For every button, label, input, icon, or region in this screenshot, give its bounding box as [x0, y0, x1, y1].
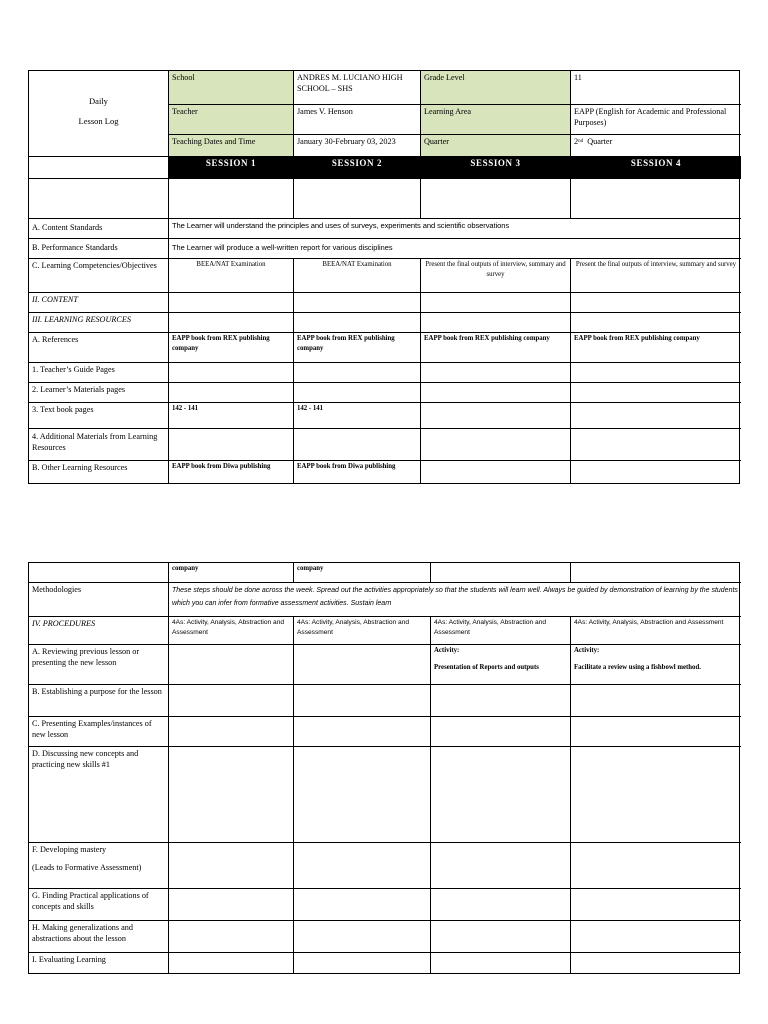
learning-area-label: Learning Area [421, 105, 571, 135]
textbook-pages-s1: 142 - 141 [169, 403, 294, 429]
references-s2: EAPP book from REX publishing company [294, 333, 421, 363]
session-3-header: SESSION 3 [421, 157, 571, 179]
examples-s1 [169, 717, 294, 747]
generalizations-s3 [431, 921, 571, 953]
lm-s3 [421, 383, 571, 403]
purpose-s3 [431, 685, 571, 717]
session-4-header: SESSION 4 [571, 157, 741, 179]
competencies-s2: BEEA/NAT Examination [294, 259, 421, 293]
quarter-suffix: nd [578, 139, 584, 144]
performance-standards-value: The Learner will produce a well-written report for various disciplines [169, 239, 741, 259]
teacher-label: Teacher [169, 105, 294, 135]
lesson-log-table-page2 [28, 562, 740, 974]
quarter-value [571, 135, 741, 157]
discussing-s4 [571, 747, 741, 843]
reviewing-s3-body: Presentation of Reports and outputs [434, 663, 539, 671]
lesson-log-title-cell [29, 71, 169, 157]
evaluating-s4 [571, 953, 741, 973]
blank-row-s2 [294, 179, 421, 219]
applications-s4 [571, 889, 741, 921]
teachers-guide-label: 1. Teacher’s Guide Pages [29, 363, 169, 383]
lm-s2 [294, 383, 421, 403]
applications-s1 [169, 889, 294, 921]
content-label: II. CONTENT [29, 293, 169, 313]
lesson-log-table-page1 [28, 70, 740, 484]
reviewing-s3-title: Activity: [434, 647, 460, 654]
content-s2 [294, 293, 421, 313]
cont-s1: company [169, 563, 294, 583]
school-label: School [169, 71, 294, 105]
purpose-s2 [294, 685, 431, 717]
resources-s4 [571, 313, 741, 333]
content-s4 [571, 293, 741, 313]
performance-standards-label: B. Performance Standards [29, 239, 169, 259]
learning-area-value: EAPP (English for Academic and Professional Purposes) [571, 105, 741, 135]
lm-s1 [169, 383, 294, 403]
discussing-s1 [169, 747, 294, 843]
examples-label: C. Presenting Examples/instances of new lesson [29, 717, 169, 747]
resources-s3 [421, 313, 571, 333]
learning-resources-label: III. LEARNING RESOURCES [29, 313, 169, 333]
dates-label: Teaching Dates and Time [169, 135, 294, 157]
reviewing-label: A. Reviewing previous lesson or presenting the new lesson [29, 645, 169, 685]
applications-label: G. Finding Practical applications of concepts and skills [29, 889, 169, 921]
title-line-1: Daily [89, 96, 108, 106]
references-label: A. References [29, 333, 169, 363]
other-s4 [571, 461, 741, 483]
mastery-label-line2: (Leads to Formative Assessment) [32, 863, 142, 872]
cont-label [29, 563, 169, 583]
competencies-label: C. Learning Competencies/Objectives [29, 259, 169, 293]
tb-s3 [421, 403, 571, 429]
reviewing-s1 [169, 645, 294, 685]
session-1-header: SESSION 1 [169, 157, 294, 179]
procedures-label: IV. PROCEDURES [29, 617, 169, 645]
content-standards-label: A. Content Standards [29, 219, 169, 239]
competencies-s3: Present the final outputs of interview, summary and survey [421, 259, 571, 293]
generalizations-s1 [169, 921, 294, 953]
mastery-label-line1: F. Developing mastery [32, 845, 107, 854]
reviewing-s4-title: Activity: [574, 647, 600, 654]
references-s1: EAPP book from REX publishing company [169, 333, 294, 363]
procedures-s1: 4As: Activity, Analysis, Abstraction and Assessment [169, 617, 294, 645]
competencies-s4: Present the final outputs of interview, summary and survey [571, 259, 741, 293]
purpose-s1 [169, 685, 294, 717]
discussing-s3 [431, 747, 571, 843]
mastery-s4 [571, 843, 741, 889]
blank-row-s1 [169, 179, 294, 219]
methodologies-value: These steps should be done across the week. Spread out the activities appropriately so that the students will learn well. Always be guided by demonstration of learning by the students which you can infer from formative assessment activities. Sustain learn [169, 583, 741, 617]
add-s1 [169, 429, 294, 461]
blank-row-label [29, 179, 169, 219]
blank-row-s3 [421, 179, 571, 219]
competencies-s1: BEEA/NAT Examination [169, 259, 294, 293]
references-s3: EAPP book from REX publishing company [421, 333, 571, 363]
mastery-label [29, 843, 169, 889]
procedures-s2: 4As: Activity, Analysis, Abstraction and Assessment [294, 617, 431, 645]
mastery-s2 [294, 843, 431, 889]
applications-s2 [294, 889, 431, 921]
learners-materials-label: 2. Learner’s Materials pages [29, 383, 169, 403]
additional-materials-label: 4. Additional Materials from Learning Resources [29, 429, 169, 461]
content-s1 [169, 293, 294, 313]
evaluating-s1 [169, 953, 294, 973]
teacher-value: James V. Henson [294, 105, 421, 135]
add-s2 [294, 429, 421, 461]
tg-s3 [421, 363, 571, 383]
tg-s4 [571, 363, 741, 383]
reviewing-s3 [431, 645, 571, 685]
examples-s3 [431, 717, 571, 747]
evaluating-label: I. Evaluating Learning [29, 953, 169, 973]
methodologies-label: Methodologies [29, 583, 169, 617]
cont-s2: company [294, 563, 431, 583]
discussing-label: D. Discussing new concepts and practicing new skills #1 [29, 747, 169, 843]
procedures-s4: 4As: Activity, Analysis, Abstraction and Assessment [571, 617, 741, 645]
cont-s4 [571, 563, 741, 583]
school-value: ANDRES M. LUCIANO HIGH SCHOOL – SHS [294, 71, 421, 105]
examples-s2 [294, 717, 431, 747]
tg-s2 [294, 363, 421, 383]
content-standards-value: The Learner will understand the principles and uses of surveys, experiments and scientific observations [169, 219, 741, 239]
quarter-number: 2 [574, 137, 579, 146]
resources-s2 [294, 313, 421, 333]
reviewing-s2 [294, 645, 431, 685]
tg-s1 [169, 363, 294, 383]
other-resources-s1: EAPP book from Diwa publishing [169, 461, 294, 483]
mastery-s1 [169, 843, 294, 889]
generalizations-label: H. Making generalizations and abstractions about the lesson [29, 921, 169, 953]
session-2-header: SESSION 2 [294, 157, 421, 179]
applications-s3 [431, 889, 571, 921]
dates-value: January 30-February 03, 2023 [294, 135, 421, 157]
other-resources-s2: EAPP book from Diwa publishing [294, 461, 421, 483]
generalizations-s4 [571, 921, 741, 953]
quarter-word: Quarter [587, 137, 613, 146]
add-s3 [421, 429, 571, 461]
procedures-s3: 4As: Activity, Analysis, Abstraction and Assessment [431, 617, 571, 645]
references-s4: EAPP book from REX publishing company [571, 333, 741, 363]
quarter-label: Quarter [421, 135, 571, 157]
grade-label: Grade Level [421, 71, 571, 105]
blank-row-s4 [571, 179, 741, 219]
examples-s4 [571, 717, 741, 747]
purpose-s4 [571, 685, 741, 717]
lm-s4 [571, 383, 741, 403]
title-line-2: Lesson Log [78, 116, 119, 126]
textbook-pages-label: 3. Text book pages [29, 403, 169, 429]
reviewing-s4-body: Facilitate a review using a fishbowl method. [574, 663, 701, 671]
generalizations-s2 [294, 921, 431, 953]
evaluating-s2 [294, 953, 431, 973]
session-header-blank [29, 157, 169, 179]
purpose-label: B. Establishing a purpose for the lesson [29, 685, 169, 717]
content-s3 [421, 293, 571, 313]
mastery-s3 [431, 843, 571, 889]
resources-s1 [169, 313, 294, 333]
other-s3 [421, 461, 571, 483]
tb-s4 [571, 403, 741, 429]
textbook-pages-s2: 142 - 141 [294, 403, 421, 429]
discussing-s2 [294, 747, 431, 843]
add-s4 [571, 429, 741, 461]
reviewing-s4 [571, 645, 741, 685]
evaluating-s3 [431, 953, 571, 973]
other-resources-label: B. Other Learning Resources [29, 461, 169, 483]
cont-s3 [431, 563, 571, 583]
grade-value: 11 [571, 71, 741, 105]
